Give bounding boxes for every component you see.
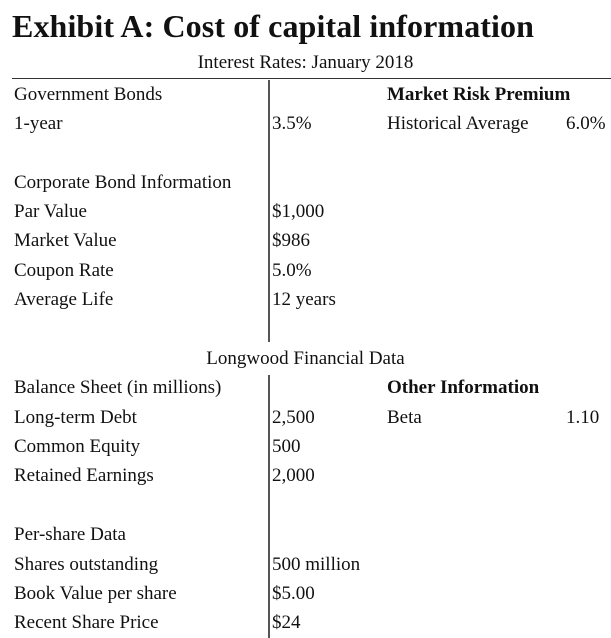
average-life-value: 12 years	[272, 289, 336, 310]
shares-outstanding-label: Shares outstanding	[14, 554, 159, 575]
historical-average-label: Historical Average	[387, 113, 529, 134]
exhibit-title: Exhibit A: Cost of capital information	[12, 8, 535, 44]
long-term-debt-value: 2,500	[272, 407, 315, 428]
balance-sheet-heading: Balance Sheet (in millions)	[14, 377, 222, 398]
par-value-label: Par Value	[14, 201, 87, 222]
corporate-bond-heading: Corporate Bond Information	[14, 172, 232, 193]
market-risk-premium-heading: Market Risk Premium	[387, 84, 571, 105]
coupon-rate-label: Coupon Rate	[14, 260, 114, 281]
share-price-label: Recent Share Price	[14, 612, 159, 633]
average-life-label: Average Life	[14, 289, 114, 310]
book-value-value: $5.00	[272, 583, 315, 604]
beta-label: Beta	[387, 407, 422, 428]
bond-1-year-label: 1-year	[14, 113, 63, 134]
beta-value: 1.10	[566, 407, 600, 428]
financial-data-heading: Longwood Financial Data	[206, 348, 405, 369]
header-divider	[12, 78, 611, 79]
common-equity-label: Common Equity	[14, 436, 141, 457]
common-equity-value: 500	[272, 436, 301, 457]
market-value-value: $986	[272, 230, 310, 251]
other-information-heading: Other Information	[387, 377, 540, 398]
book-value-label: Book Value per share	[14, 583, 177, 604]
par-value-value: $1,000	[272, 201, 325, 222]
column-divider-bottom	[268, 375, 270, 638]
share-price-value: $24	[272, 612, 301, 633]
interest-rates-subtitle: Interest Rates: January 2018	[197, 52, 414, 73]
retained-earnings-value: 2,000	[272, 465, 315, 486]
per-share-heading: Per-share Data	[14, 524, 126, 545]
long-term-debt-label: Long-term Debt	[14, 407, 137, 428]
market-value-label: Market Value	[14, 230, 117, 251]
retained-earnings-label: Retained Earnings	[14, 465, 154, 486]
coupon-rate-value: 5.0%	[272, 260, 312, 281]
column-divider-top	[268, 80, 270, 342]
government-bonds-heading: Government Bonds	[14, 84, 163, 105]
historical-average-value: 6.0%	[566, 113, 606, 134]
shares-outstanding-value: 500 million	[272, 554, 361, 575]
bond-1-year-value: 3.5%	[272, 113, 312, 134]
